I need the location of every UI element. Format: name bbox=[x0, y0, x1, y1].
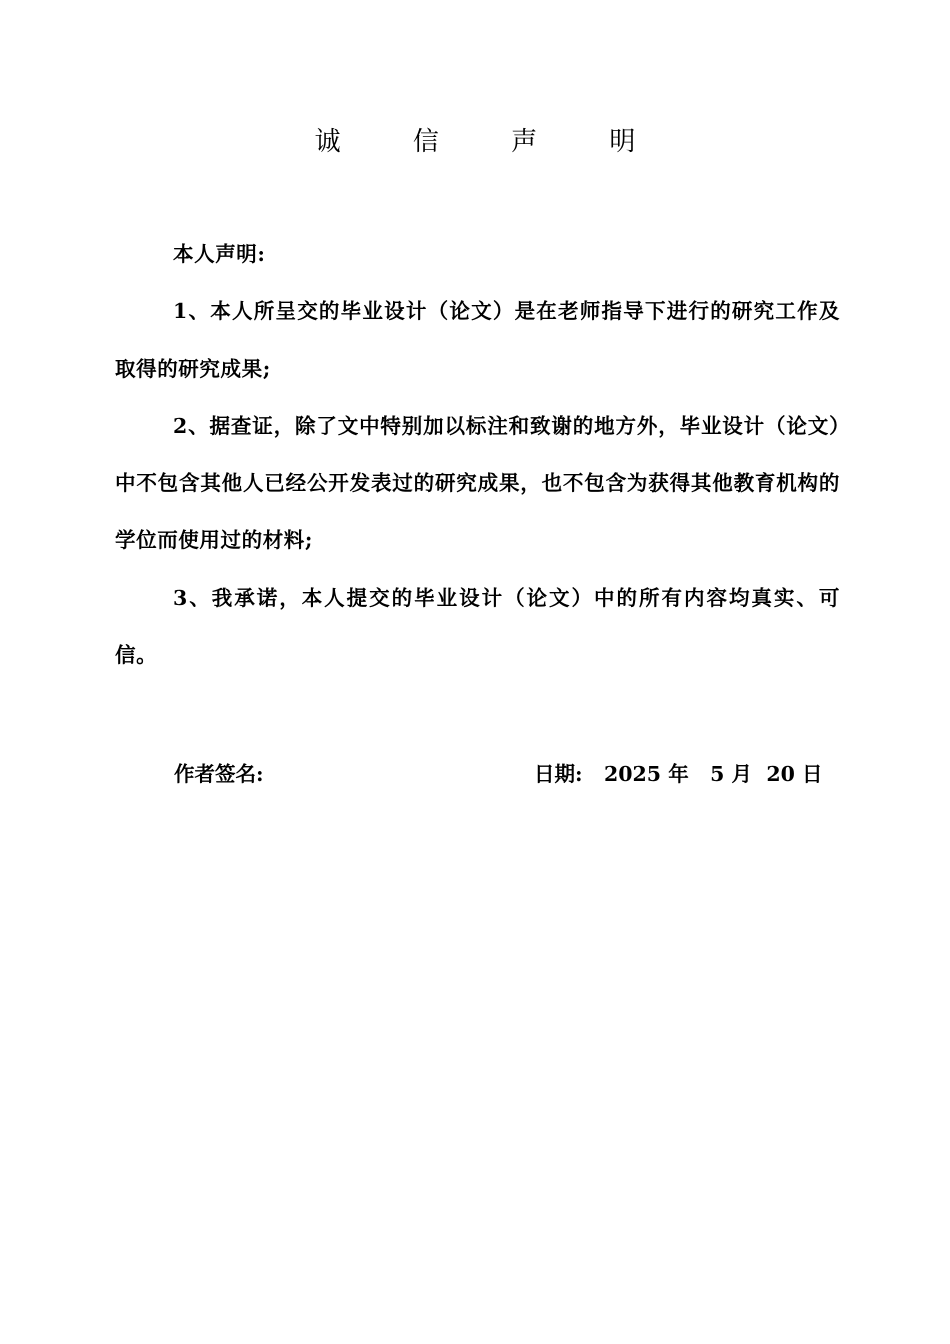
date-day-unit: 日 bbox=[801, 762, 823, 786]
date-block bbox=[534, 756, 822, 792]
declaration-item-3: 3、我承诺，本人提交的毕业设计（论文）中的所有内容均真实、可信。 bbox=[115, 585, 840, 668]
declaration-body bbox=[115, 226, 840, 684]
signature-row bbox=[174, 756, 834, 792]
declaration-item-2: 2、据查证，除了文中特别加以标注和致谢的地方外，毕业设计（论文）中不包含其他人已经公开发表过的研究成果，也不包含为获得其他教育机构的学位而使用过的材料; bbox=[115, 413, 840, 553]
date-month-unit: 月 bbox=[731, 762, 753, 786]
date-year-unit: 年 bbox=[668, 762, 689, 786]
date-day: 20 bbox=[766, 762, 795, 786]
declaration-item-1: 1、本人所呈交的毕业设计（论文）是在老师指导下进行的研究工作及取得的研究成果; bbox=[115, 299, 840, 381]
page-title: 诚 信 声 明 bbox=[314, 127, 668, 157]
date-year: 2025 bbox=[604, 762, 662, 786]
declaration-intro: 本人声明: bbox=[173, 242, 266, 266]
signature-label: 作者签名: bbox=[174, 762, 264, 786]
date-month: 5 bbox=[710, 762, 725, 786]
date-label: 日期: bbox=[534, 762, 583, 786]
